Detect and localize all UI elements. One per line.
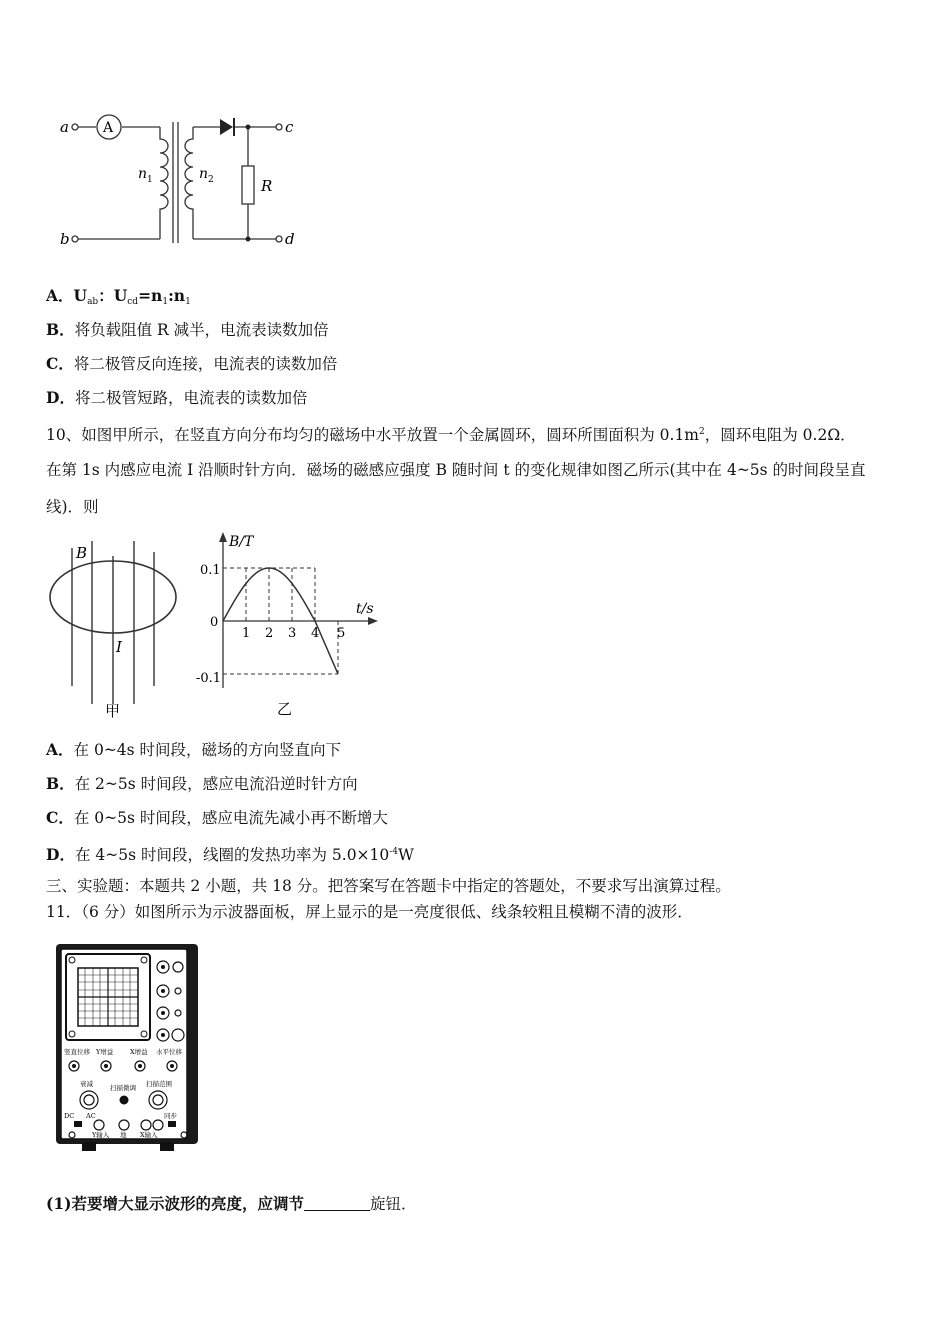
figure-yi-b-t-graph [192, 528, 387, 724]
q10-option-d: D．在 4~5s 时间段，线圈的发热功率为 $5.0\times 10^{-4}W$ [46, 845, 414, 864]
q9-option-d: D．将二极管短路，电流表的读数加倍 [46, 388, 308, 407]
figure-jia-caption: 甲 [105, 702, 121, 720]
x-tick-2: 2 [265, 626, 274, 641]
q10-stem-line3: 线)．则 [46, 498, 99, 516]
label-ground: 地 [120, 1131, 127, 1139]
q10-option-b: B．在 2~5s 时间段，感应电流沿逆时针方向 [46, 774, 358, 793]
x-tick-5: 5 [337, 626, 346, 641]
label-x-gain: X增益 [130, 1048, 148, 1056]
y-tick-top: 0.1 [200, 563, 221, 578]
figure-jia-ring-in-field [44, 536, 179, 722]
y-tick-bottom: -0.1 [196, 671, 222, 686]
q9-option-b: B．将负载阻值 R 减半，电流表读数加倍 [46, 320, 329, 339]
x-tick-3: 3 [288, 626, 297, 641]
label-ac: AC [86, 1112, 96, 1120]
label-x-input: X输入 [140, 1131, 158, 1139]
q11-stem: 11．（6 分）如图所示为示波器面板，屏上显示的是一亮度很低、线条较粗且模糊不清的波形． [46, 903, 693, 921]
answer-blank[interactable] [304, 1196, 370, 1211]
label-sync: 同步 [164, 1112, 177, 1120]
y-axis-label: B/T [229, 534, 254, 550]
label-y-input: Y输入 [92, 1131, 110, 1139]
terminal-a-label: a [60, 118, 69, 136]
x-axis-label: t/s [356, 601, 374, 617]
section-3-heading: 三、实验题：本题共 2 小题，共 18 分。把答案写在答题卡中指定的答题处，不要求写出演算过程。 [46, 877, 731, 895]
ammeter-label: A [103, 120, 114, 136]
resistor-label: R [261, 177, 273, 195]
x-tick-4: 4 [311, 626, 320, 641]
q9-option-a: A．$U_{ab}$：$U_{cd}=n_1:n_1$ [46, 286, 191, 307]
b-t-curve-line [315, 621, 338, 674]
label-y-gain: Y增益 [96, 1048, 114, 1056]
terminal-b-label: b [60, 230, 70, 248]
q11-sub-question-1: (1)若要增大显示波形的亮度，应调节 旋钮． [46, 1194, 417, 1213]
label-horizontal-shift: 水平位移 [156, 1048, 182, 1056]
label-sweep-fine: 扫描微调 [110, 1084, 136, 1092]
field-b-label: B [76, 544, 88, 562]
label-sweep-range: 扫描范围 [146, 1080, 172, 1088]
label-attenuation: 衰减 [80, 1080, 93, 1088]
label-dc: DC [64, 1112, 75, 1120]
q10-option-a: A．在 0~4s 时间段，磁场的方向竖直向下 [46, 740, 342, 759]
figure-yi-caption: 乙 [277, 700, 293, 718]
y-tick-zero: 0 [210, 615, 219, 630]
q10-stem-line2: 在第 1s 内感应电流 I 沿顺时针方向．磁场的磁感应强度 B 随时间 t 的变化规律如图乙所示(其中在 4~5s 的时间段呈直 [46, 461, 866, 479]
terminal-d-label: d [285, 230, 295, 248]
secondary-turns-label: $n_2$ [199, 166, 214, 185]
label-vertical-shift: 竖直位移 [64, 1048, 90, 1056]
diode-symbol [220, 118, 234, 136]
oscilloscope-panel [54, 940, 202, 1156]
q9-option-c: C．将二极管反向连接，电流表的读数加倍 [46, 354, 338, 373]
terminal-c-label: c [285, 118, 294, 136]
primary-turns-label: $n_1$ [138, 166, 153, 185]
q10-option-c: C．在 0~5s 时间段，感应电流先减小再不断增大 [46, 808, 388, 827]
x-tick-1: 1 [242, 626, 251, 641]
transformer-circuit-diagram [56, 108, 306, 253]
q10-stem-line1: 10、如图甲所示，在竖直方向分布均匀的磁场中水平放置一个金属圆环，圆环所围面积为 $0.1m^2$，圆环电阻为 0.2Ω． [46, 426, 856, 444]
current-i-label: I [116, 638, 122, 656]
